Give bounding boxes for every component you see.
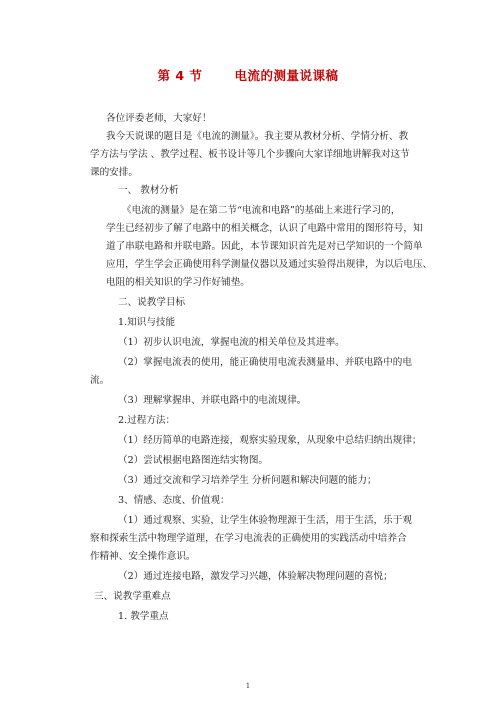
paragraph-line: 我今天说课的题目是《电流的测量》。我主要从教材分析、学情分析、教 [106,131,409,142]
list-item: （1）初步认识电流，掌握电流的相关单位及其进率。 [118,337,345,348]
subsection-heading: 3、情感、态度、价值观： [118,495,230,506]
subsection-heading: 2.过程方法： [118,415,176,426]
list-item-continuation: 作精神、安全操作意识。 [90,551,196,562]
list-item: （1）经历简单的电路连接，观察实验现象，从现象中总结归纳出规律； [118,435,422,446]
list-item-continuation: 察和探索生活中物理学道理，在学习电流表的正确使用的实践活动中培养合 [90,533,407,544]
list-item-continuation: 流。 [90,375,110,386]
document-title [0,66,496,84]
paragraph-line: 课的安排。 [90,167,138,178]
section-heading: 一、 教材分析 [118,185,179,196]
subsection-heading: 1. 教学重点 [118,611,169,622]
title-text: 电流的测量说课稿 [234,68,339,83]
paragraph-line: 电阻的相关知识的学习作好铺垫。 [106,277,250,288]
list-item: （3）通过交流和学习培养学生 分析问题和解决问题的能力； [118,475,377,486]
list-item: （2）尝试根据电路图连结实物图。 [118,455,269,466]
list-item: （2）掌握电流表的使用，能正确使用电流表测量串、并联电路中的电 [118,357,412,368]
paragraph-line: 应用，学生学会正确使用科学测量仪器以及通过实验得出规律，为以后电压、 [106,259,433,270]
paragraph-line: 道了串联电路和并联电路。因此，本节课知识首先是对已学知识的一个简单 [106,241,423,252]
list-item: （2）通过连接电路，激发学习兴趣，体验解决物理问题的喜悦； [118,571,393,582]
page-number: 1 [245,682,251,690]
subsection-heading: 1.知识与技能 [118,317,176,328]
section-heading: 三、说教学重难点 [94,591,171,602]
list-item: （3）理解掌握串、并联电路中的电流规律。 [118,395,307,406]
paragraph-line: 学生已经初步了解了电路中的相关概念，认识了电路中常用的图形符号，知 [106,223,423,234]
paragraph-line: 学方法与学法 、教学过程、板书设计等几个步骤向大家详细地讲解我对这节 [90,149,410,160]
section-heading: 二、说教学目标 [118,297,186,308]
greeting-line: 各位评委老师，大家好！ [106,113,212,124]
list-item: （1）通过观察、实验，让学生体验物理源于生活，用于生活，乐于观 [118,515,412,526]
paragraph-line: 《电流的测量》是在第二节“电流和电路”的基础上来进行学习的， [122,205,401,216]
section-number: 第 4 节 [157,68,203,83]
